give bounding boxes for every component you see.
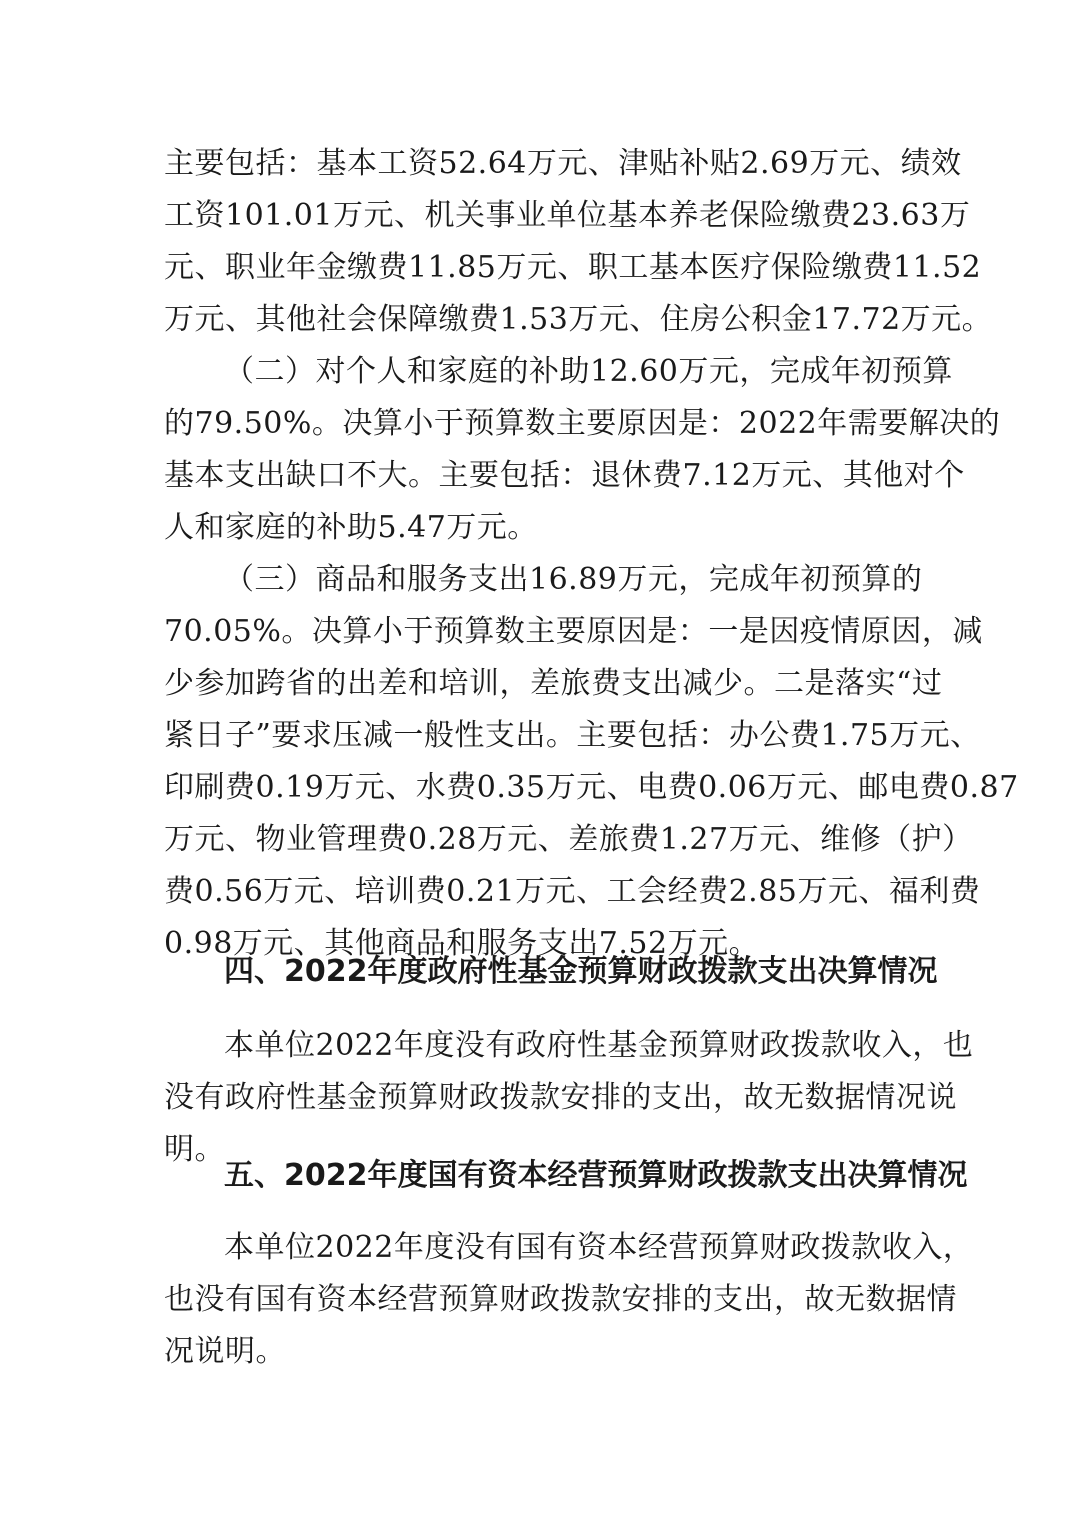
paragraph-line: 主要包括：基本工资52.64万元、津贴补贴2.69万元、绩效 — [164, 146, 962, 181]
paragraph-line: 70.05%。决算小于预算数主要原因是：一是因疫情原因，减 — [164, 614, 983, 649]
paragraph-line: 况说明。 — [164, 1334, 286, 1369]
paragraph-line: （三）商品和服务支出16.89万元，完成年初预算的 — [224, 562, 923, 597]
paragraph-line: 明。 — [164, 1132, 225, 1167]
paragraph-line: 0.98万元、其他商品和服务支出7.52万元。 — [164, 926, 760, 961]
paragraph-line: 工资101.01万元、机关事业单位基本养老保险缴费23.63万 — [164, 198, 971, 233]
paragraph-line: 元、职业年金缴费11.85万元、职工基本医疗保险缴费11.52 — [164, 250, 982, 285]
section-heading: 五、2022年度国有资本经营预算财政拨款支出决算情况 — [224, 1158, 968, 1193]
paragraph-line: 万元、物业管理费0.28万元、差旅费1.27万元、维修（护） — [164, 822, 973, 857]
paragraph-line: 印刷费0.19万元、水费0.35万元、电费0.06万元、邮电费0.87 — [164, 770, 1019, 805]
paragraph-line: 紧日子”要求压减一般性支出。主要包括：办公费1.75万元、 — [164, 718, 981, 753]
paragraph-line: 基本支出缺口不大。主要包括：退休费7.12万元、其他对个 — [164, 458, 965, 493]
paragraph-line: 少参加跨省的出差和培训，差旅费支出减少。二是落实“过 — [164, 666, 943, 701]
paragraph-line: 人和家庭的补助5.47万元。 — [164, 510, 538, 545]
paragraph-line: 费0.56万元、培训费0.21万元、工会经费2.85万元、福利费 — [164, 874, 981, 909]
paragraph-line: 本单位2022年度没有国有资本经营预算财政拨款收入， — [224, 1230, 974, 1265]
section-heading: 四、2022年度政府性基金预算财政拨款支出决算情况 — [224, 954, 938, 989]
paragraph-line: 本单位2022年度没有政府性基金预算财政拨款收入，也 — [224, 1028, 974, 1063]
paragraph-line: 也没有国有资本经营预算财政拨款安排的支出，故无数据情 — [164, 1282, 957, 1317]
paragraph-line: 没有政府性基金预算财政拨款安排的支出，故无数据情况说 — [164, 1080, 957, 1115]
paragraph-line: 的79.50%。决算小于预算数主要原因是：2022年需要解决的 — [164, 406, 1001, 441]
paragraph-line: （二）对个人和家庭的补助12.60万元，完成年初预算 — [224, 354, 953, 389]
paragraph-line: 万元、其他社会保障缴费1.53万元、住房公积金17.72万元。 — [164, 302, 993, 337]
